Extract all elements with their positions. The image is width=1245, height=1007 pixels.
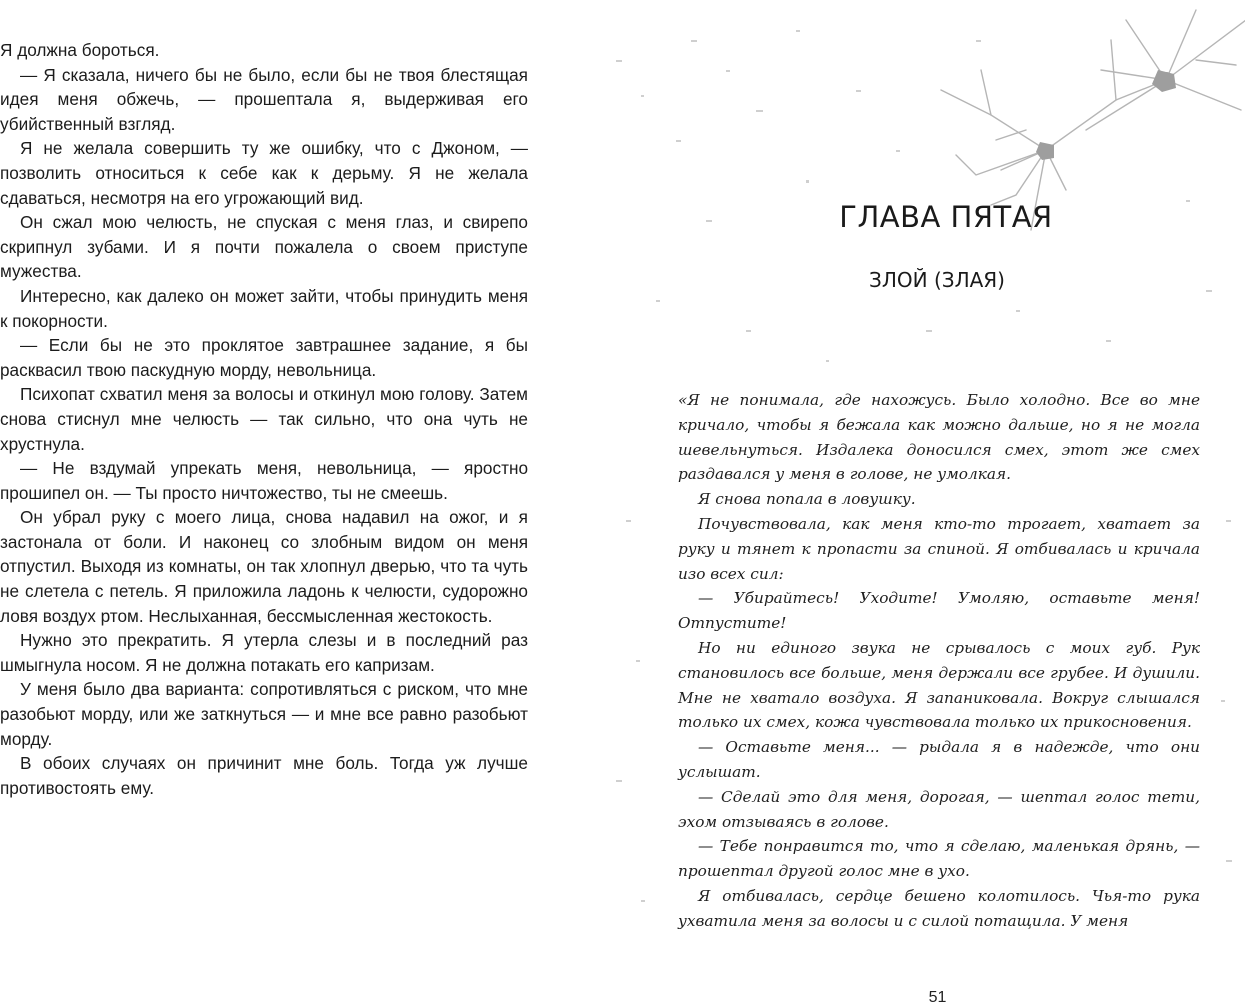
paragraph: — Если бы не это проклятое завтрашнее задание, я бы расквасил твою паскудную морду, невольница.	[0, 335, 528, 380]
paragraph: — Тебе понравится то, что я сделаю, маленькая дрянь, — прошептал другой голос мне в ухо.	[678, 837, 1200, 881]
paragraph: — Оставьте меня... — рыдала я в надежде, что они услышат.	[678, 738, 1200, 781]
paragraph: Он убрал руку с моего лица, снова надавил на ожог, и я застонала от боли. И наконец со злобным видом он меня отпустил. Выходя из комнаты, он так хлопнул дверью, что та чуть не слетела с петель. Я приложила ладонь к челюсти, судорожно ловя воздух ртом. Неслыханная, бессмысленная жестокость.	[0, 507, 528, 626]
chapter-title: ГЛАВА ПЯТАЯ	[839, 200, 1053, 234]
paragraph: Но ни единого звука не срывалось с моих губ. Рук становилось все больше, меня держали все грубее. И душили. Мне не хватало воздуха. Я запаниковала. Вокруг слышался только их смех, кожа чувствовала только их прикосновения.	[678, 638, 1200, 732]
paragraph: Я не желала совершить ту же ошибку, что с Джоном, — позволить относиться к себе как к дерьму. Я не желала сдаваться, несмотря на его угрожающий вид.	[0, 138, 528, 208]
paragraph: — Убирайтесь! Уходите! Умоляю, оставьте меня! Отпустите!	[678, 589, 1200, 633]
paragraph: Нужно это прекратить. Я утерла слезы и в последний раз шмыгнула носом. Я не должна потакать его капризам.	[0, 630, 528, 675]
paragraph: Интересно, как далеко он может зайти, чтобы принудить меня к покорности.	[0, 285, 528, 331]
chapter-subtitle: ЗЛОЙ (ЗЛАЯ)	[869, 268, 1005, 292]
paragraph: — Не вздумай упрекать меня, невольница, — яростно прошипел он. — Ты просто ничтожество, ты не смеешь.	[0, 458, 528, 503]
paragraph: Я должна бороться.	[0, 40, 160, 60]
paragraph: Он сжал мою челюсть, не спуская с меня глаз, и свирепо скрипнул зубами. И я почти пожалела о своем приступе мужества.	[0, 212, 528, 282]
paragraph: У меня было два варианта: сопротивляться с риском, что мне разобьют морду, или же заткнуться — и мне все равно разобьют морду.	[0, 679, 528, 749]
paragraph: Почувствовала, как меня кто-то трогает, хватает за руку и тянет к пропасти за спиной. Я отбивалась и кричала изо всех сил:	[678, 514, 1200, 583]
paragraph: — Я сказала, ничего бы не было, если бы не твоя блестящая идея меня обжечь, — прошептала я, выдерживая его убийственный взгляд.	[0, 64, 528, 134]
paragraph: Я отбивалась, сердце бешено колотилось. Чья-то рука ухватила меня за волосы и с силой потащила. У меня	[678, 886, 1200, 930]
right-page-text	[678, 388, 1200, 934]
paragraph: В обоих случаях он причинит мне боль. Тогда уж лучше противостоять ему.	[0, 753, 528, 798]
paragraph: Я снова попала в ловушку.	[698, 490, 916, 509]
paragraph: — Сделай это для меня, дорогая, — шептал голос тети, эхом отзываясь в голове.	[678, 787, 1200, 831]
left-page-text	[0, 38, 528, 800]
page-number: 51	[928, 989, 947, 1006]
paragraph: Психопат схватил меня за волосы и откинул мою голову. Затем снова стиснул мне челюсть — так сильно, что она чуть не хрустнула.	[0, 384, 528, 454]
right-page	[596, 0, 1245, 1007]
paragraph: «Я не понимала, где нахожусь. Было холодно. Все во мне кричало, чтобы я бежала как можно дальше, но я не могла шевельнуться. Издалека доносился смех, этот же смех раздавался у меня в голове, не умолкая.	[678, 391, 1200, 484]
